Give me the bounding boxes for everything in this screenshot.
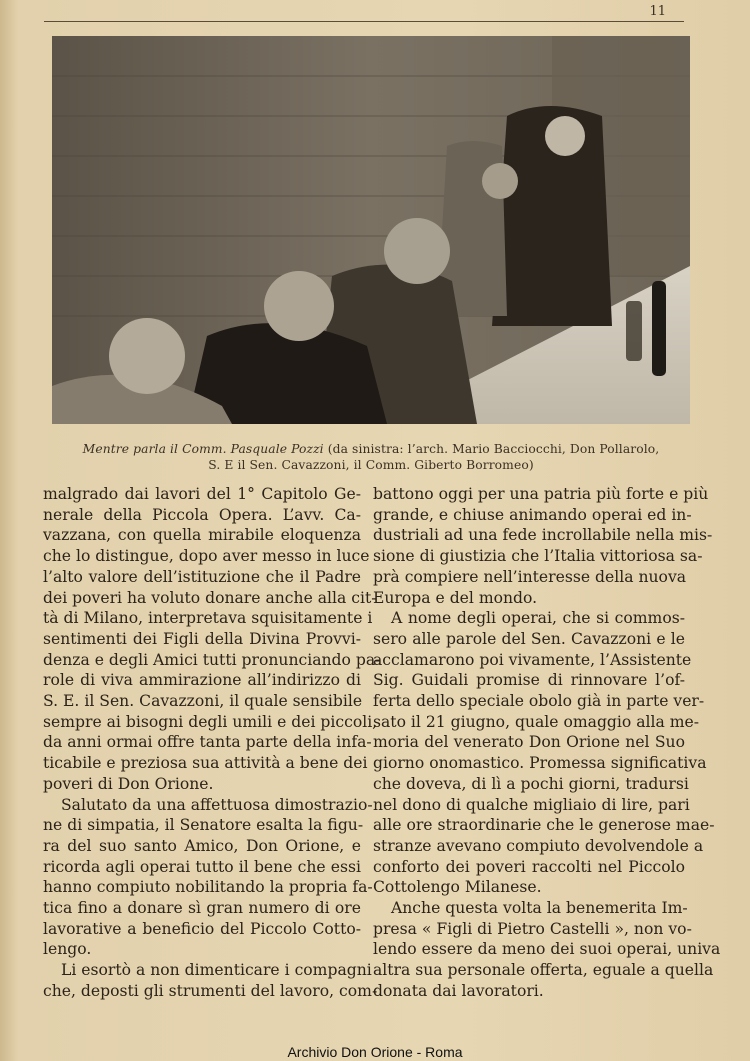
text-line: Europa e del mondo. [373,588,538,607]
text-line: ticabile e preziosa sua attività a bene dei [43,754,368,773]
text-line: donata dai lavoratori. [373,981,544,1000]
photo-caption [52,441,690,473]
header-rule [44,21,684,22]
text-line: altra sua personale offerta, eguale a quella [373,961,714,980]
caption-line-1 [52,441,690,457]
paragraph [43,960,378,1001]
text-line: poveri di Don Orione. [43,774,214,793]
text-line: role di viva ammirazione all’indirizzo di [43,671,361,690]
text-line: moria del venerato Don Orione nel Suo [373,733,685,752]
text-line: nerale della Piccola Opera. L’avv. Ca- [43,505,361,524]
text-line: dustriali ad una fede incrollabile nella mis- [373,526,713,545]
text-column-left [43,484,381,1002]
text-line: sato il 21 giugno, quale omaggio alla me- [373,712,700,731]
text-line: Salutato da una affettuosa dimostrazio- [61,795,373,814]
text-line: tica fino a donare sì gran numero di ore [43,899,361,918]
text-line: sero alle parole del Sen. Cavazzoni e le [373,629,685,648]
text-line: da anni ormai offre tanta parte della infa- [43,733,372,752]
text-line: battono oggi per una patria più forte e più [373,485,709,503]
text-line: Li esortò a non dimenticare i compagni [61,961,372,980]
caption-speaker: Mentre parla il Comm. Pasquale Pozzi [82,442,324,456]
text-line: che lo distingue, dopo aver messo in luce [43,547,370,566]
banquet-photo [52,36,690,424]
text-line: prà compiere nell’interesse della nuova [373,567,687,586]
text-line: presa « Figli di Pietro Castelli », non vo- [373,919,692,938]
text-line: dei poveri ha voluto donare anche alla cit- [43,588,377,607]
caption-people-part1: (da sinistra: l’arch. Mario Bacciocchi, Don Pollarolo, [323,442,660,456]
text-line: A nome degli operai, che si commos- [391,609,685,628]
text-line: hanno compiuto nobilitando la propria fa- [43,878,373,897]
paragraph [373,484,713,608]
paragraph [43,484,381,795]
paragraph [43,795,373,961]
text-line: l’alto valore dell’istituzione che il Padre [43,567,361,586]
page-number: 11 [649,4,666,19]
text-line: stranze avevano compiuto devolvendole a [373,836,704,855]
text-line: denza e degli Amici tutti pronunciando pa- [43,650,381,669]
archive-footer: Archivio Don Orione - Roma [287,1044,463,1060]
text-line: Cottolengo Milanese. [373,878,542,897]
text-line: malgrado dai lavori del 1° Capitolo Ge- [43,485,361,503]
text-line: vazzana, con quella mirabile eloquenza [43,526,361,545]
text-line: grande, e chiuse animando operai ed in- [373,505,692,524]
paragraph [373,898,721,1002]
caption-line-2: S. E il Sen. Cavazzoni, il Comm. Giberto Borromeo) [208,458,534,472]
text-line: lengo. [43,940,92,959]
text-line: sempre ai bisogni degli umili e dei piccoli, [43,712,378,731]
text-line: ferta dello speciale obolo già in parte ver- [373,692,705,711]
text-line: sentimenti dei Figli della Divina Provvi- [43,629,361,648]
text-line: sione di giustizia che l’Italia vittoriosa sa- [373,547,703,566]
text-line: S. E. il Sen. Cavazzoni, il quale sensibile [43,692,363,711]
text-column-right [373,484,721,1002]
text-line: alle ore straordinarie che le generose mae- [373,816,715,835]
text-line: acclamarono poi vivamente, l’Assistente [373,650,692,669]
text-line: che doveva, di lì a pochi giorni, tradursi [373,774,689,793]
text-line: tà di Milano, interpretava squisitamente i [43,609,373,628]
text-line: nel dono di qualche migliaio di lire, pari [373,795,690,814]
text-line: che, deposti gli strumenti del lavoro, com- [43,981,378,1000]
text-line: Anche questa volta la benemerita Im- [391,899,688,918]
paragraph [373,608,715,898]
text-line: ricorda agli operai tutto il bene che essi [43,857,361,876]
banquet-photo-illustration [52,36,690,424]
text-line: lendo essere da meno dei suoi operai, univa [373,940,721,959]
text-line: ra del suo santo Amico, Don Orione, e [43,836,361,855]
text-line: Sig. Guidali promise di rinnovare l’of- [373,671,685,690]
text-line: giorno onomastico. Promessa significativa [373,754,707,773]
text-line: ne di simpatia, il Senatore esalta la figu- [43,816,364,835]
text-line: lavorative a beneficio del Piccolo Cotto- [43,919,361,938]
text-line: conforto dei poveri raccolti nel Piccolo [373,857,685,876]
